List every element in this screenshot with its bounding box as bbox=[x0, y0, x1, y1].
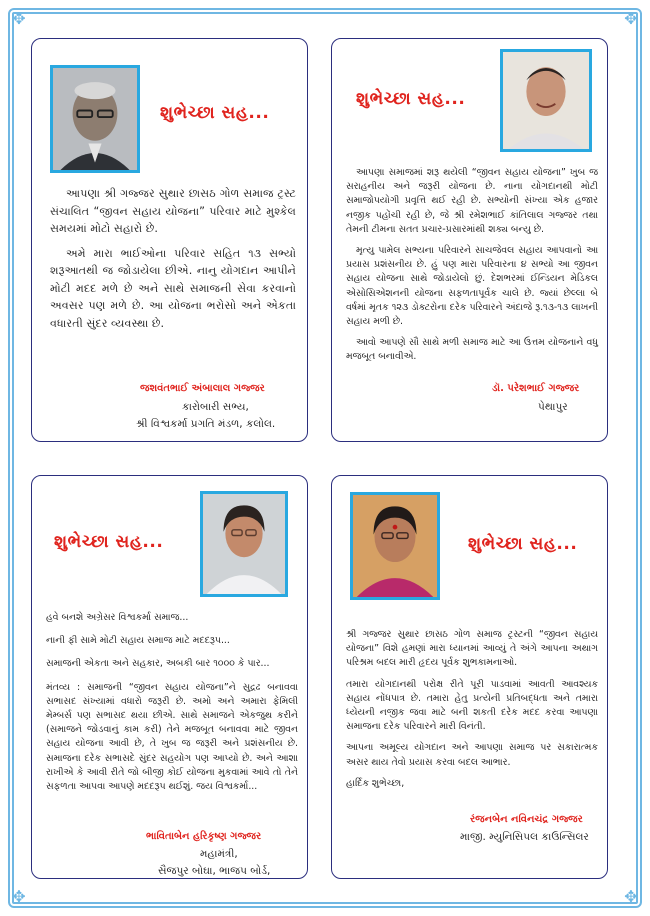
card-message bbox=[346, 628, 598, 798]
frame-corner-ornament: ✥ bbox=[12, 9, 26, 28]
portrait-photo bbox=[500, 49, 592, 152]
card-heading: શુભેચ્છા સહ... bbox=[160, 103, 270, 123]
card-heading: શુભેચ્છા સહ... bbox=[468, 534, 578, 554]
message-paragraph: મંતવ્ય : સમાજની “જીવન સહાય યોજના”ને સુદ્રઢ બનાવવા સભાસદ સંખ્યામાં વધારો જરૂરી છે. અમો અને અમારા ફેમિલી મેમ્બર્સ પણ સભાસદ થયા છીએ. સાથે સમાજને એકજુથ કરીને (સમાજને જોડવાનું કામ કરી) તેને મજબૂત બનાવવા માટે જીવન સહાય યોજના આવી છે, તે ખુબ જ જરૂરી અને પ્રશંસનીય છે. સમાજના દરેક સભાસદે સુંદર સહયોગ પણ આપ્યો છે. અને આશા રાખીએ કે આવી રીતે જો બીજી કોઈ યોજના મુકવામાં આવે તો તેને સફળતા આપવા આપણે મદદરૂપ થઈશું. જય વિશ્વકર્મા... bbox=[46, 681, 298, 793]
signer-organization: સૈજપુર બોઘા, ભાજપ બોર્ડ, bbox=[158, 865, 271, 877]
signer-designation: મહામંત્રી, bbox=[200, 848, 238, 860]
message-closing: હાર્દિક શુભેચ્છા, bbox=[346, 777, 405, 789]
signer-name: ડૉ. પરેશભાઈ ગજ્જર bbox=[492, 383, 580, 394]
message-paragraph: આપણા શ્રી ગજ્જર સુથાર છાસઠ ગોળ સમાજ ટ્રસ્ટ સંચાલિત “જીવન સહાય યોજના” પરિવાર માટે મુશ્કેલ સમયમાં મોટો સહારો છે. bbox=[50, 187, 296, 235]
frame-corner-ornament: ✥ bbox=[12, 887, 26, 906]
message-line: હવે બનશે અગ્રેસર વિશ્વકર્મા સમાજ... bbox=[46, 612, 189, 623]
greeting-card-bhavitaben bbox=[31, 475, 308, 879]
frame-corner-ornament: ✥ bbox=[624, 9, 638, 28]
message-paragraph: અમે મારા ભાઈઓના પરિવાર સહિત ૧૩ સભ્યો શરૂઆતથી જ જોડાયેલા છીએ. નાનુ યોગદાન આપીને મોટી મદદ મળે છે અને સાથે સમાજની સેવા કરવાનો અવસર પણ મળે છે. આ યોજના ભરોસો અને એકતા વધારતી સુંદર વ્યવસ્થા છે. bbox=[50, 246, 296, 330]
message-paragraph: શ્રી ગજ્જર સુથાર છાસઠ ગોળ સમાજ ટ્રસ્ટની “જીવન સહાય યોજના” વિશે હમણાં મારા ધ્યાનમાં આવ્યું તે અંગે આપના અથાગ પરિશ્રમ બદલ મારી હૃદય પૂર્વક શુભકામનાઓ. bbox=[346, 629, 598, 669]
card-heading: શુભેચ્છા સહ... bbox=[54, 532, 164, 552]
greeting-card-jashvantbhai bbox=[31, 38, 308, 442]
signer-designation: કારોબારી સભ્ય, bbox=[182, 401, 249, 413]
message-line: સમાજની એકતા અને સહકાર, અબકી બાર ૧૦૦૦ કે પાર... bbox=[46, 658, 270, 670]
greeting-card-pareshbhai bbox=[331, 38, 608, 442]
greeting-card-ranjanben bbox=[331, 475, 608, 879]
card-message bbox=[50, 185, 296, 339]
portrait-photo bbox=[200, 491, 288, 597]
signer-name: ભાવિતાબેન હરિકૃષ્ણ ગજ્જર bbox=[146, 831, 262, 842]
signer-location: પેથાપુર bbox=[538, 401, 568, 413]
signer-name: જશવંતભાઈ અંબાલાલ ગજ્જર bbox=[140, 383, 265, 394]
frame-corner-ornament: ✥ bbox=[624, 887, 638, 906]
signer-organization: શ્રી વિશ્વકર્મા પ્રગતિ મંડળ, કલોલ. bbox=[136, 418, 276, 430]
portrait-photo bbox=[50, 65, 140, 173]
message-paragraph: આપણા સમાજમાં શરૂ થયેલી “જીવન સહાય યોજના” ખુબ જ સરાહનીય અને જરૂરી યોજના છે. નાના યોગદાનથી મોટી સમાજોપયોગી પ્રવૃત્તિ થઈ રહી છે. સભ્યોની સંખ્યા એક હજાર નજીક પહોંચી રહી છે, જે શ્રી રમેશભાઈ કાંતિલાલ ગજ્જર તથા તેમની ટીમના સતત પ્રચાર-પ્રસારમાંથી શક્ય બન્યુ છે. bbox=[346, 167, 598, 235]
message-paragraph: મૃત્યુ પામેલ સભ્યના પરિવારને સાચજેવલ સહાય આપવાનો આ પ્રયાસ પ્રશંસનીય છે. હું પણ મારા પરિવારના ૪ સભ્યો આ જીવન સહાય યોજના સાથે જોડાયેલો છું. દેશભરમાં ઈન્ડિયન મેડિકલ એસોસિએશનની યોજના સફળતાપૂર્વક ચાલે છે. જ્યાં છેલ્લા બે વર્ષમાં મૃતક ૧૨૩ ડોક્ટરોના દરેક પરિવારને અંદાજે રૂ.૧૩-૧૩ લાખની સહાય મળી છે. bbox=[346, 245, 598, 328]
card-message bbox=[346, 166, 598, 372]
message-line: નાની ફી સામે મોટી સહાય સમાજ માટે મદદરૂપ... bbox=[46, 635, 230, 647]
signer-name: રંજનબેન નવિનચંદ્ર ગજ્જર bbox=[470, 814, 583, 825]
portrait-photo bbox=[350, 492, 440, 600]
card-heading: શુભેચ્છા સહ... bbox=[356, 89, 466, 109]
signer-designation: માજી. મ્યુનિસિપલ કાઉન્સિલર bbox=[460, 831, 589, 843]
card-message bbox=[46, 611, 298, 801]
message-paragraph: આપના અમૂલ્ય યોગદાન અને આપણા સમાજ પર સકારાત્મક અસર થાય તેવો પ્રયાસ કરવા બદલ આભાર. bbox=[346, 742, 598, 768]
message-paragraph: આવો આપણે સૌ સાથે મળી સમાજ માટે આ ઉત્તમ યોજનાને વધુ મજબૂત બનાવીએ. bbox=[346, 337, 598, 363]
message-paragraph: તમારા યોગદાનથી પરોક્ષ રીતે પૂરી પાડવામાં આવતી આવશ્યક સહાય નોંધપાત્ર છે. તમારા હેતુ પ્રત્યેની પ્રતિબદ્ધતા અને તમારા ધ્યેયની નજીક જવા માટે બની શકતી દરેક મદદ કરવા આપણા સમાજના દરેક પરિવારને મારી વિનંતી. bbox=[346, 678, 598, 733]
